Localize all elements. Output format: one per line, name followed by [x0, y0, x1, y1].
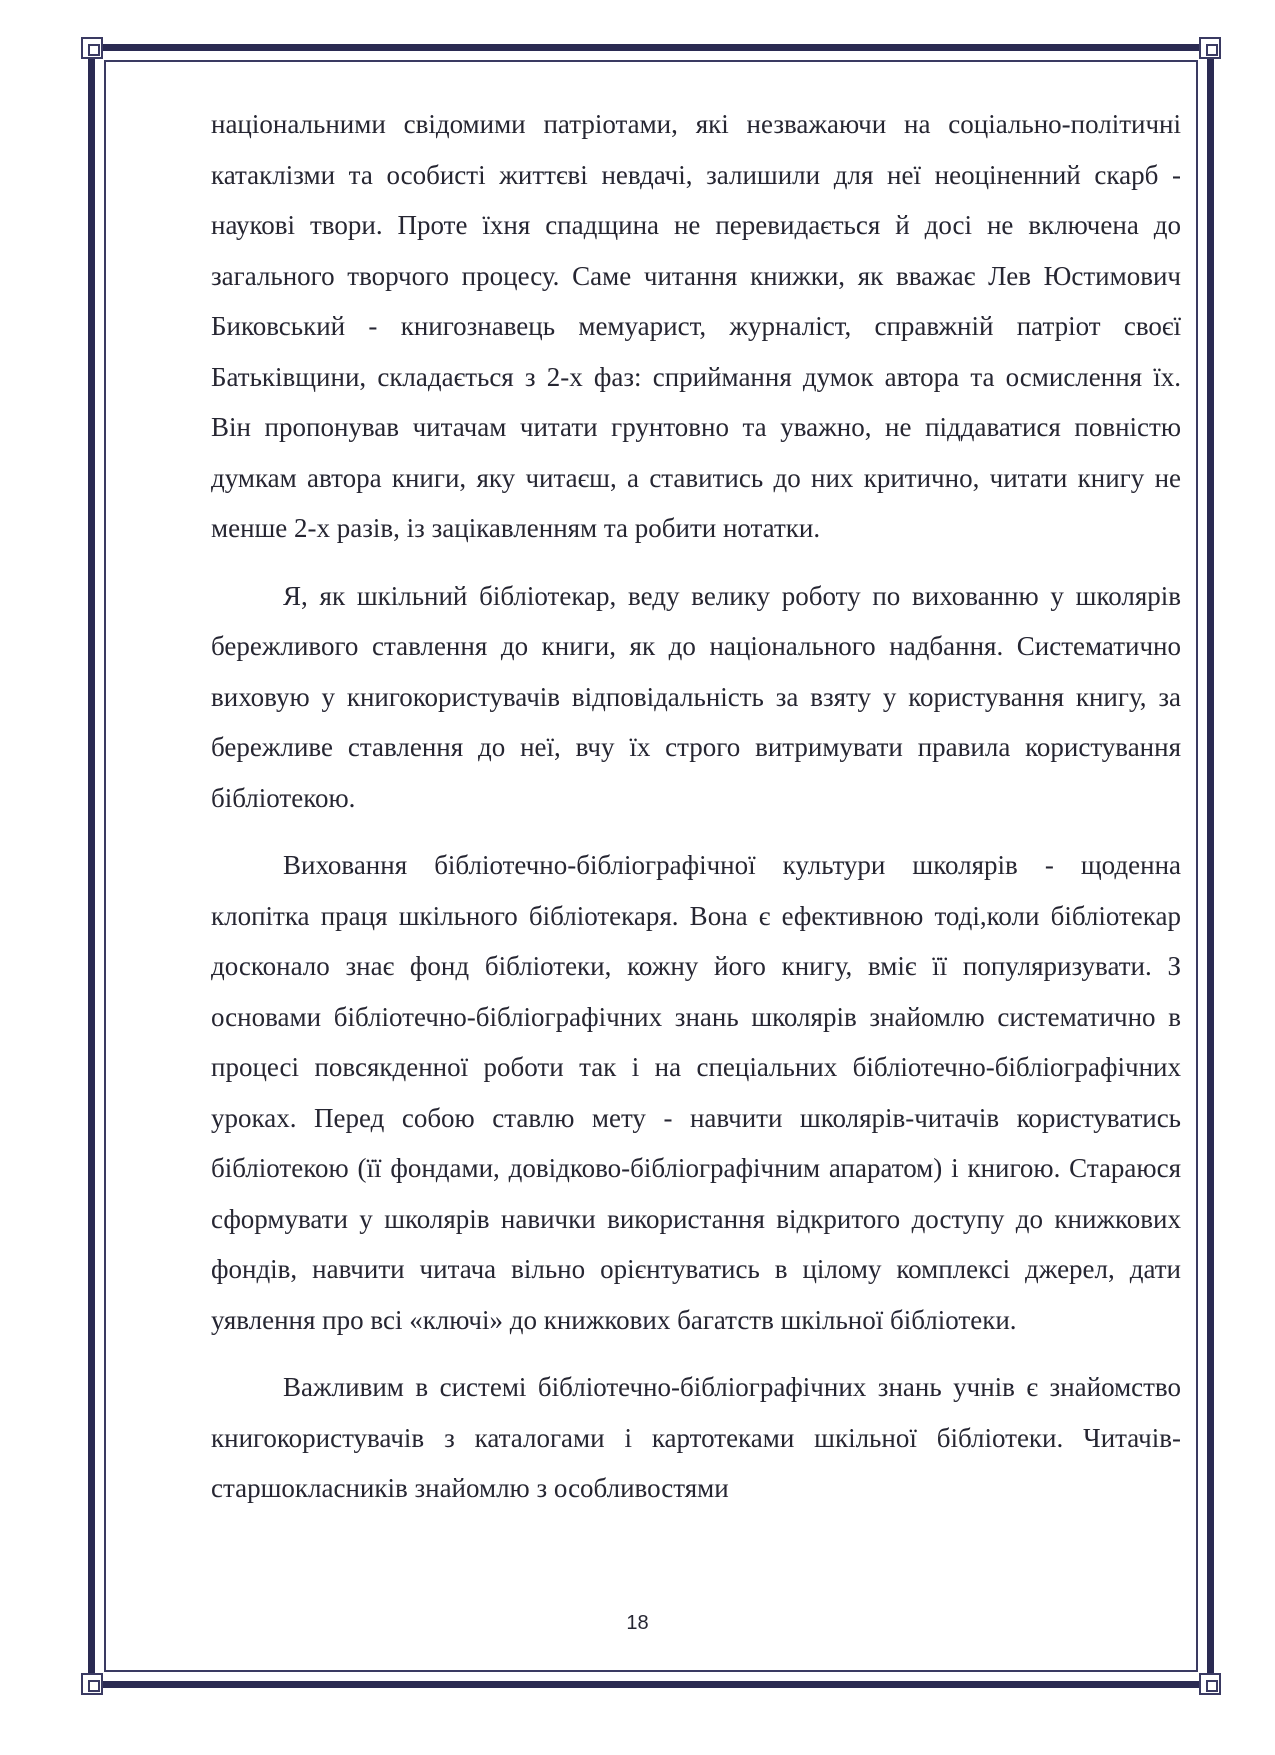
document-body: [211, 99, 1181, 1514]
paragraph-3: Виховання бібліотечно-бібліографічної культури школярів - щоденна клопітка праця шкільного бібліотекаря. Вона є ефективною тоді,коли бібліотекар досконало знає фонд бібліотеки, кожну його книгу, вміє її популяризувати. З основами бібліотечно-бібліографічних знань школярів знайомлю систематично в процесі повсякденної роботи так і на спеціальних бібліотечно-бібліографічних уроках. Перед собою ставлю мету - навчити школярів-читачів користуватись бібліотекою (її фондами, довідково-бібліографічним апаратом) і книгою. Стараюся сформувати у школярів навички використання відкритого доступу до книжкових фондів, навчити читача вільно орієнтуватись в цілому комплексі джерел, дати уявлення про всі «ключі» до книжкових багатств шкільної бібліотеки.: [211, 850, 1181, 1335]
border-corner-ornament: [81, 37, 103, 59]
border-corner-ornament: [1199, 37, 1221, 59]
paragraph-2: Я, як шкільний бібліотекар, веду велику роботу по вихованню у школярів бережливого ставлення до книги, як до національного надбання. Систематично виховую у книгокористувачів відповідальність за взяту у користування книгу, за бережливе ставлення до неї, вчу їх строго витримувати правила користування бібліотекою.: [211, 580, 1181, 813]
border-corner-ornament: [1199, 1673, 1221, 1695]
paragraph-4: Важливим в системі бібліотечно-бібліографічних знань учнів є знайомство книгокористувачів з каталогами і картотеками шкільної бібліотеки. Читачів-старшокласників знайомлю з особливостями: [211, 1372, 1181, 1503]
border-corner-ornament: [81, 1673, 103, 1695]
page-number: 18: [626, 1612, 649, 1634]
paragraph-1: національними свідомими патріотами, які незважаючи на соціально-політичні катаклізми та особисті життєві невдачі, залишили для неї неоціненний скарб - наукові твори. Проте їхня спадщина не перевидається й досі не включена до загального творчого процесу. Саме читання книжки, як вважає Лев Юстимович Биковський - книгознавець мемуарист, журналіст, справжній патріот своєї Батьківщини, складається з 2-х фаз: сприймання думок автора та осмислення їх. Він пропонував читачам читати грунтовно та уважно, не піддаватися повністю думкам автора книги, яку читаєш, а ставитись до них критично, читати книгу не менше 2-х разів, із зацікавленням та робити нотатки.: [211, 109, 1181, 543]
